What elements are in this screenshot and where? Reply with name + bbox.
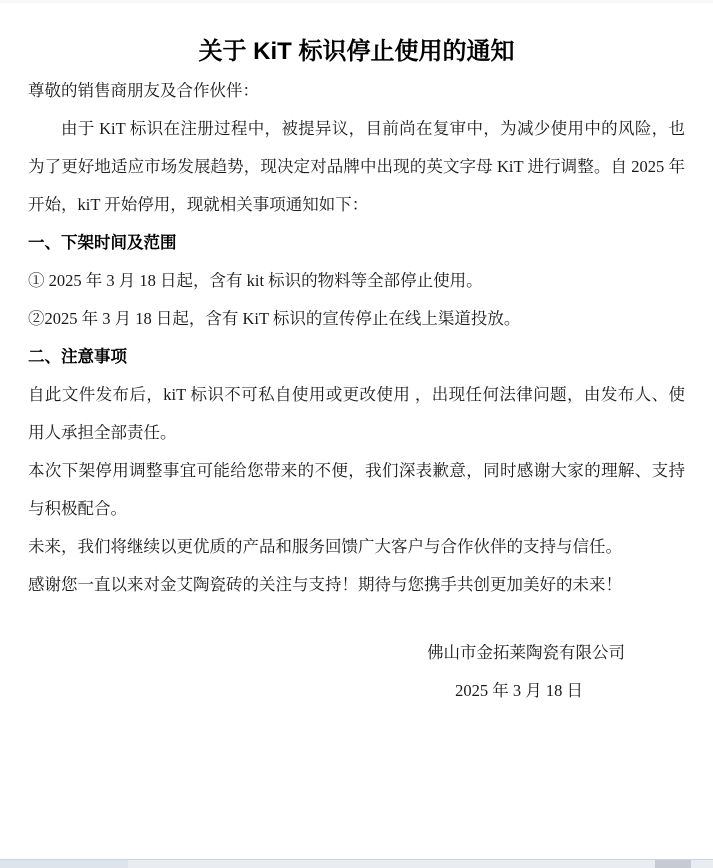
intro-paragraph: 由于 KiT 标识在注册过程中，被提异议，目前尚在复审中，为减少使用中的风险，也为了更好地适应市场发展趋势，现决定对品牌中出现的英文字母 KiT 进行调整。自 2025 年开始，kiT 开始停用，现就相关事项通知如下： — [28, 119, 685, 214]
signature-block — [28, 634, 685, 710]
section2-paragraph-3: 未来，我们将继续以更优质的产品和服务回馈广大客户与合作伙伴的支持与信任。 — [28, 537, 622, 556]
scrollbar-thumb[interactable] — [655, 860, 691, 868]
section1-item-1: ① 2025 年 3 月 18 日起，含有 kit 标识的物料等全部停止使用。 — [28, 271, 483, 290]
section2-heading: 二、注意事项 — [28, 348, 127, 366]
section2-paragraph-1: 自此文件发布后，kiT 标识不可私自使用或更改使用 ，出现任何法律问题，由发布人、使用人承担全部责任。 — [28, 385, 685, 442]
section1-heading: 一、下架时间及范围 — [28, 234, 177, 252]
page-title: 关于 KiT 标识停止使用的通知 — [198, 38, 515, 65]
greeting-line: 尊敬的销售商朋友及合作伙伴： — [28, 81, 259, 100]
horizontal-scrollbar[interactable] — [0, 859, 713, 868]
signature-date: 2025 年 3 月 18 日 — [455, 681, 583, 700]
signature-company: 佛山市金拓莱陶瓷有限公司 — [427, 643, 625, 662]
scrollbar-left-segment — [0, 860, 128, 868]
section2-paragraph-4: 感谢您一直以来对金艾陶瓷砖的关注与支持！期待与您携手共创更加美好的未来！ — [28, 575, 622, 594]
section1-item-2: ②2025 年 3 月 18 日起，含有 KiT 标识的宣传停止在线上渠道投放。 — [28, 309, 521, 328]
page-top-edge — [0, 0, 713, 3]
section2-paragraph-2: 本次下架停用调整事宜可能给您带来的不便，我们深表歉意，同时感谢大家的理解、支持与积极配合。 — [28, 461, 685, 518]
document-content — [0, 32, 713, 710]
